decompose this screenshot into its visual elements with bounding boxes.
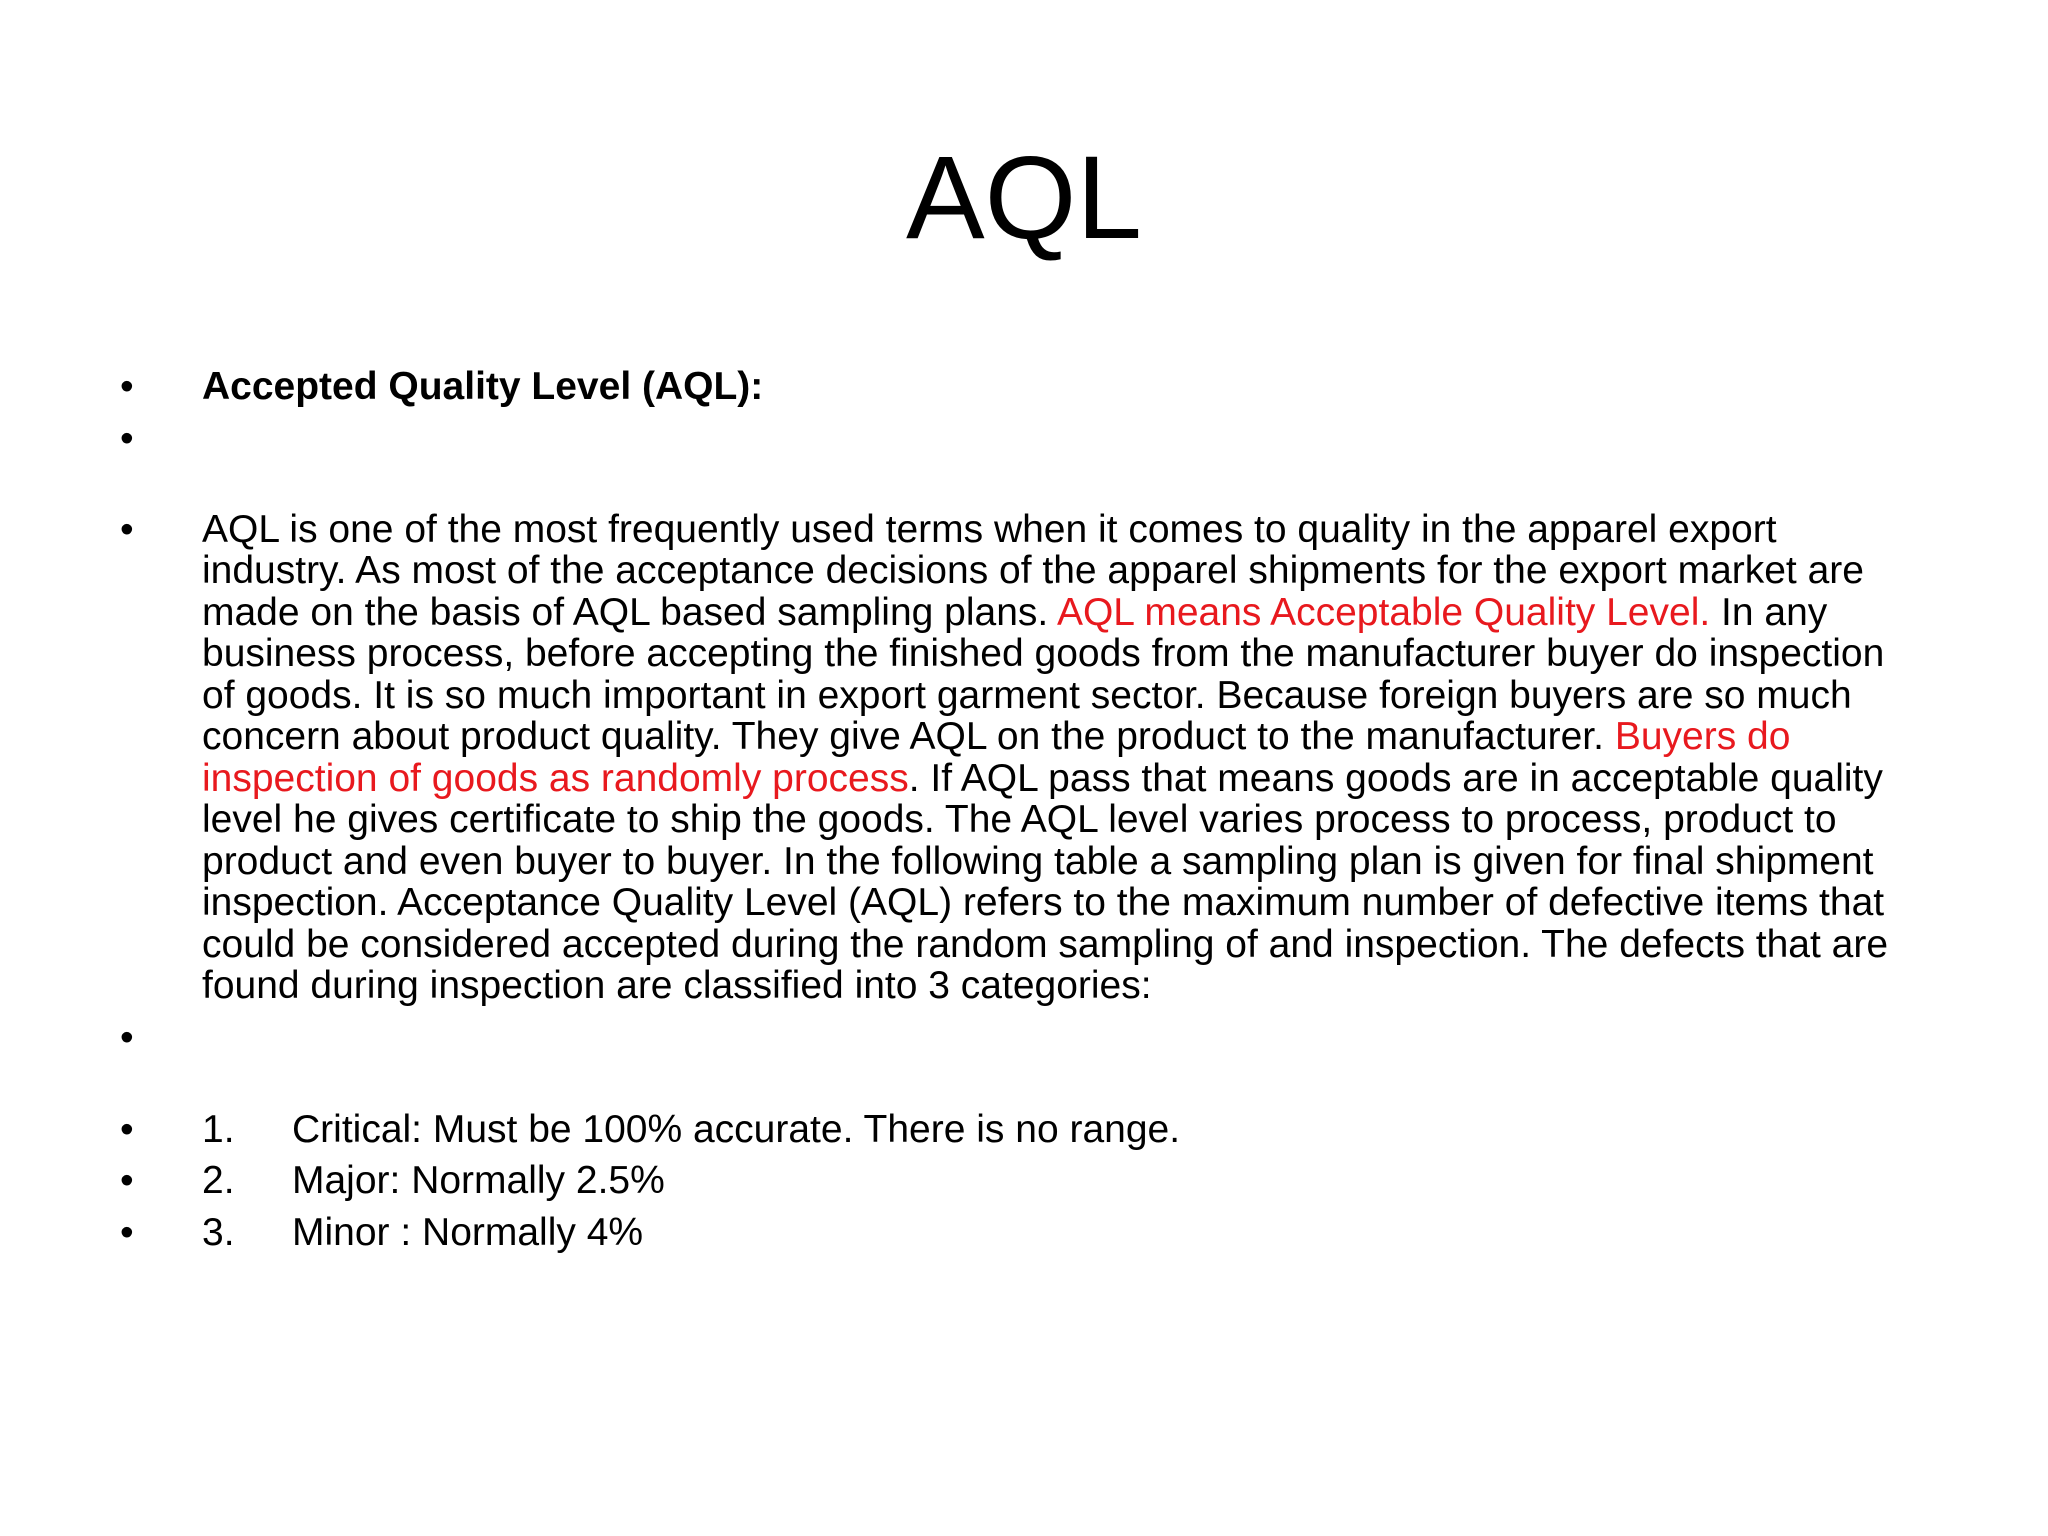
bullet-icon: • [120,1210,134,1254]
bullet-empty [120,418,1920,460]
paragraph-text [202,508,1888,1008]
bullet-paragraph [120,509,1920,1007]
slide-title: AQL [905,132,1143,264]
bullet-icon: • [120,507,134,551]
bullet-icon: • [120,416,134,460]
category-item-critical [120,1109,1920,1151]
bullet-icon: • [120,1015,134,1059]
aql-heading: Accepted Quality Level (AQL): [202,365,764,408]
bullet-icon: • [120,1159,134,1202]
bullet-empty [120,1017,1920,1059]
category-item-major [120,1160,1920,1202]
paragraph-part-2: In any business process, before accepting the finished goods from the manufacturer buyer do inspection of goods. It is so much important in export garment sector. Because foreign buyers are so much concern about product quality. They give AQL on the product to the manufacturer. [202,590,1885,758]
category-number: 1. [202,1107,235,1151]
paragraph-part-1: AQL is one of the most frequently used terms when it comes to quality in the apparel export industry. As most of the acceptance decisions of the apparel shipments for the export market are made on the basis of AQL based sampling plans. [202,507,1864,634]
category-text: Critical: Must be 100% accurate. There is no range. [292,1107,1181,1151]
bullet-heading [120,366,1920,408]
bullet-icon: • [120,365,134,408]
category-text: Minor : Normally 4% [292,1210,644,1254]
random-inspection-highlight: Buyers do inspection of goods as randomly process [202,715,1791,800]
category-number: 3. [202,1210,235,1254]
category-number: 2. [202,1159,235,1202]
category-text: Major: Normally 2.5% [292,1159,665,1202]
bullet-icon: • [120,1107,134,1151]
aql-definition-highlight: AQL means Acceptable Quality Level. [1056,590,1711,634]
category-item-minor [120,1212,1920,1254]
slide-body [120,366,1920,1263]
paragraph-part-3: . If AQL pass that means goods are in acceptable quality level he gives certificate to ship the goods. The AQL level varies process to process, product to product and even buyer to buyer. In the following table a sampling plan is given for final shipment inspection. Acceptance Quality Level (AQL) refers to the maximum number of defective items that could be considered accepted during the random sampling of and inspection. The defects that are found during inspection are classified into 3 categories: [202,756,1889,1007]
